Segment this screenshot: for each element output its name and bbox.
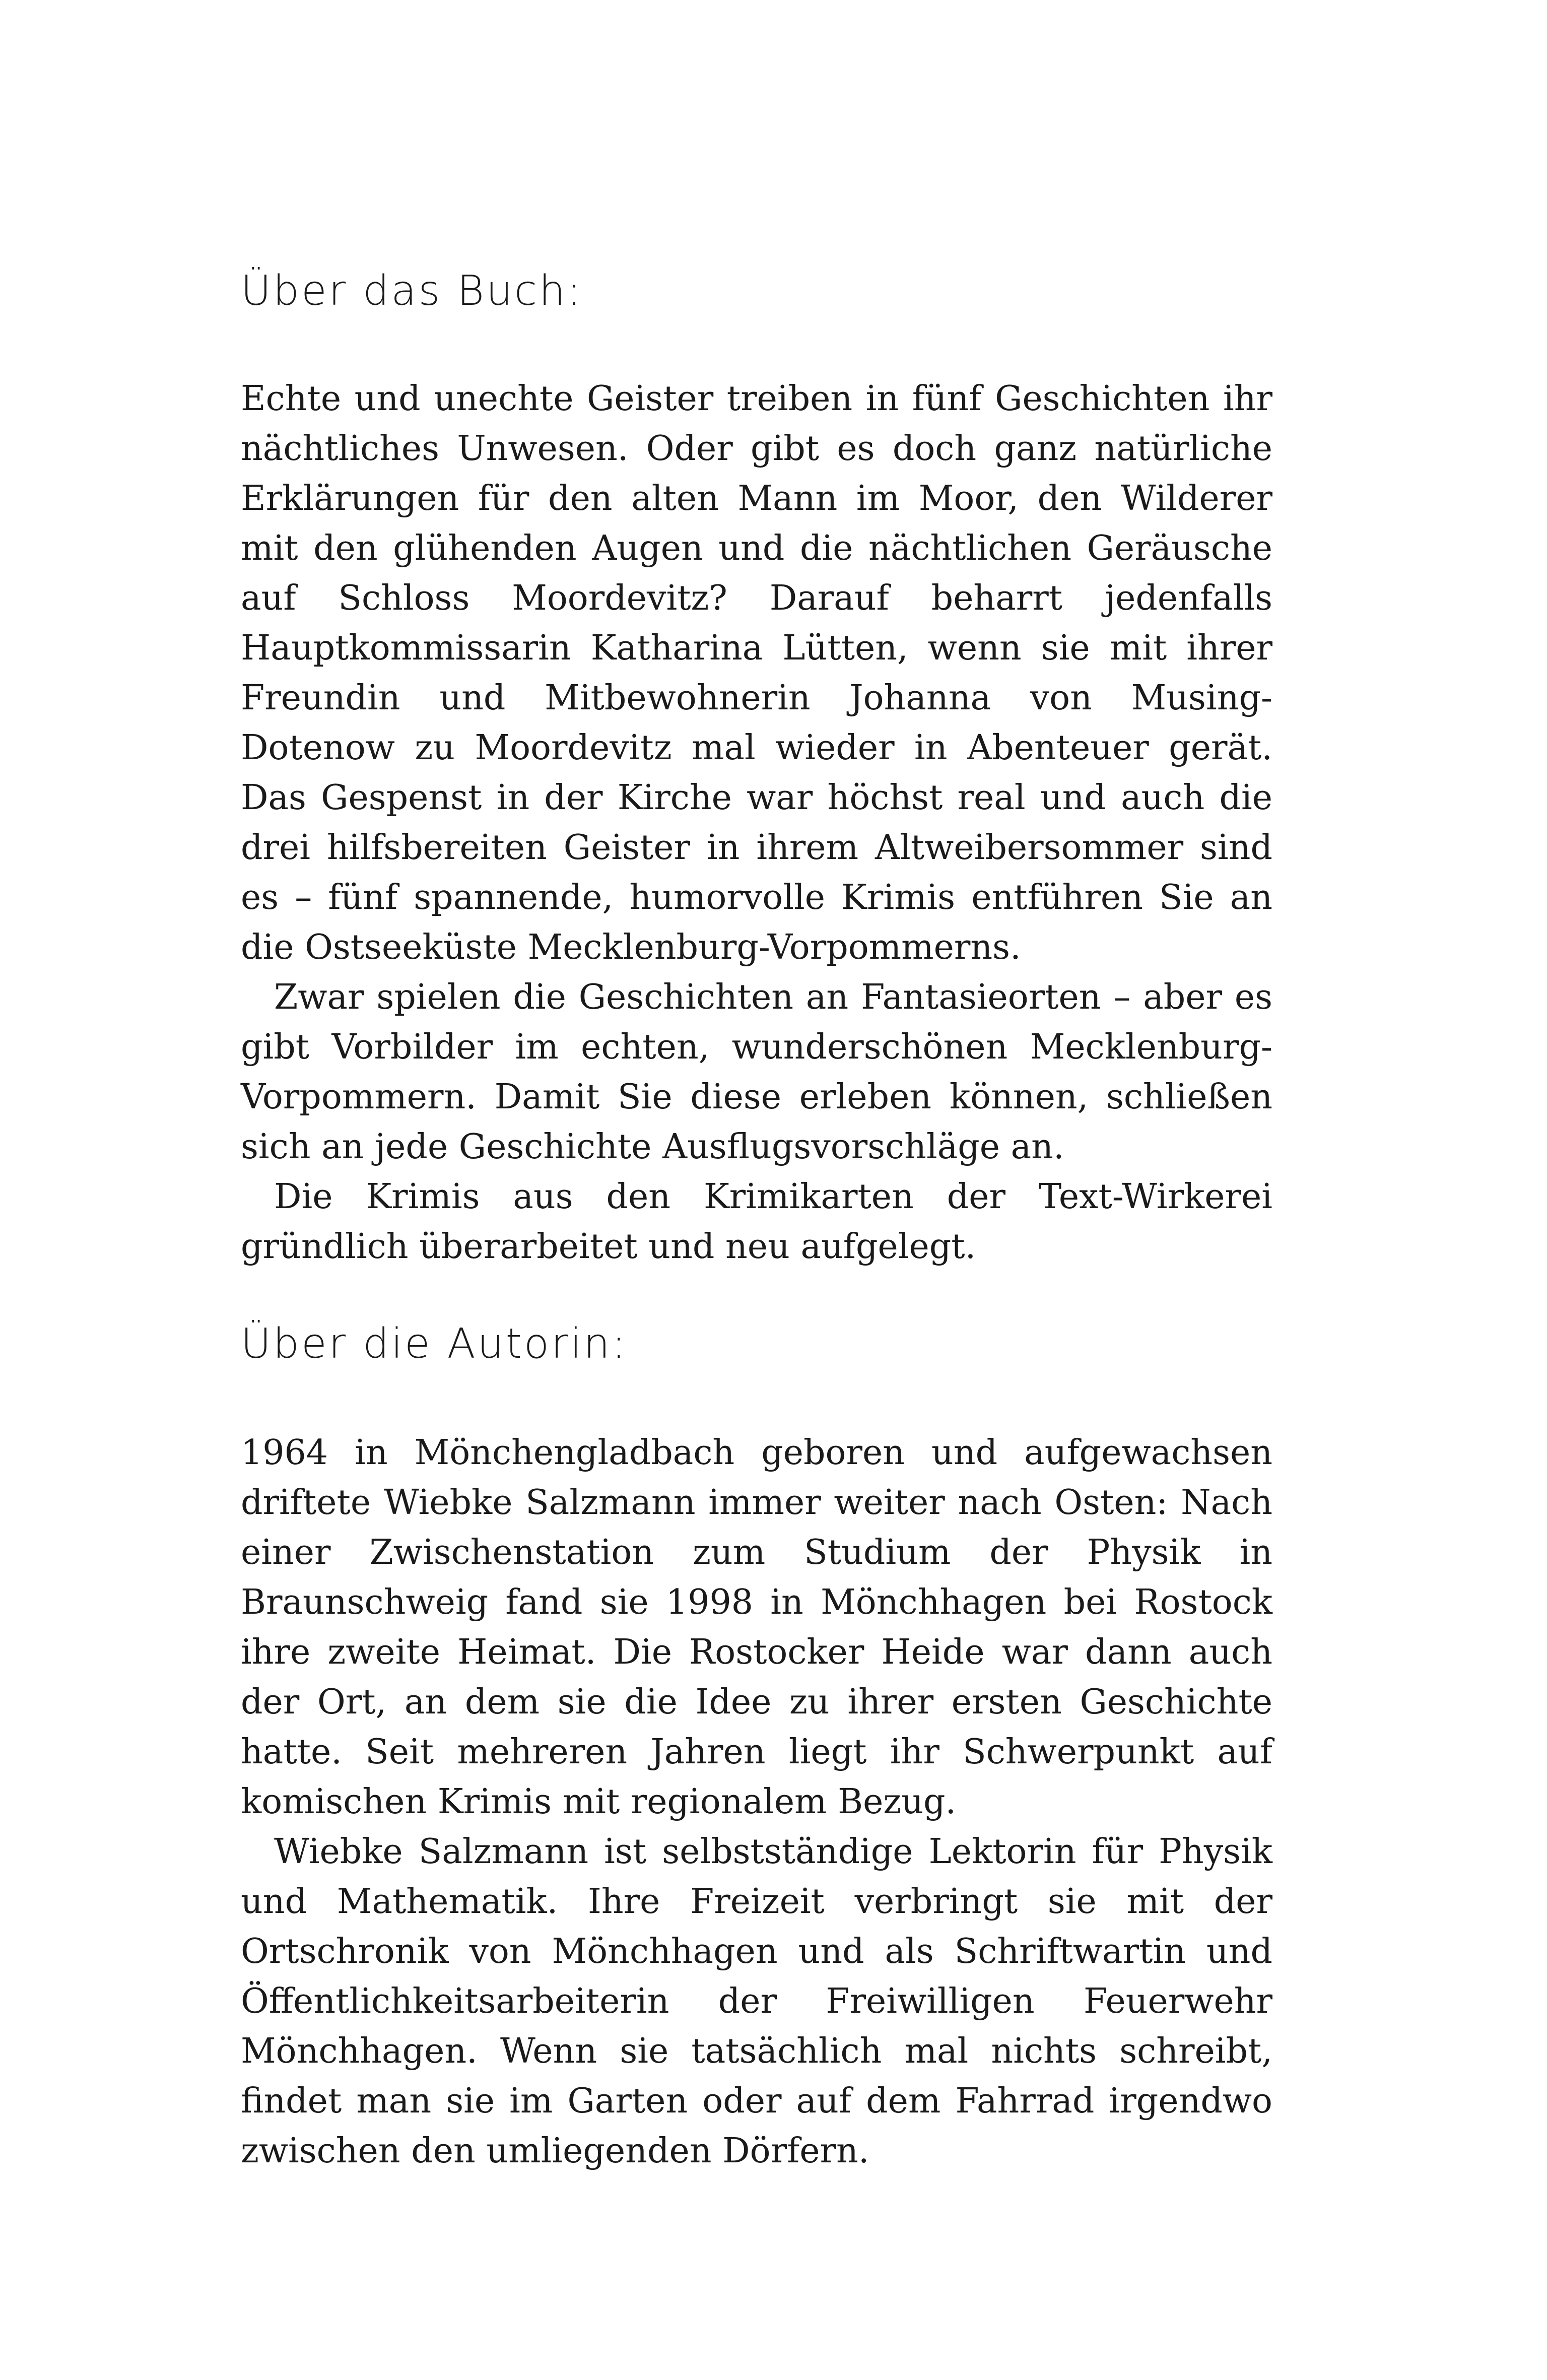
about-book-section <box>241 374 1272 1272</box>
about-book-paragraph-1: Echte und unechte Geister treiben in fünf Geschichten ihr nächtliches Unwesen. Oder gibt es doch ganz natürliche Erklärungen für den alten Mann im Moor, den Wilderer mit den glühenden Augen und die nächtlichen Geräusche auf Schloss Moordevitz? Darauf beharrt jedenfalls Hauptkommissarin Katharina Lütten, wenn sie mit ihrer Freundin und Mitbewohnerin Johanna von Musing-Dotenow zu Moordevitz mal wieder in Abenteuer gerät. Das Gespenst in der Kirche war höchst real und auch die drei hilfsbereiten Geister in ihrem Altweibersommer sind es – fünf spannende, humorvolle Krimis entführen Sie an die Ostseeküste Mecklenburg-Vorpommerns. <box>241 379 1272 967</box>
about-author-paragraph-1: 1964 in Mönchengladbach geboren und aufgewachsen driftete Wiebke Salzmann immer weiter nach Osten: Nach einer Zwischenstation zum Studium der Physik in Braunschweig fand sie 1998 in Mönchhagen bei Rostock ihre zweite Heimat. Die Rostocker Heide war dann auch der Ort, an dem sie die Idee zu ihrer ersten Geschichte hatte. Seit mehreren Jahren liegt ihr Schwerpunkt auf komischen Krimis mit regionalem Bezug. <box>241 1433 1272 1822</box>
about-author-section <box>241 1428 1272 2176</box>
about-author-paragraph-2: Wiebke Salzmann ist selbstständige Lektorin für Physik und Mathematik. Ihre Freizeit verbringt sie mit der Ortschronik von Mönchhagen und als Schriftwartin und Öffentlichkeitsarbeiterin der Freiwilligen Feuerwehr Mönchhagen. Wenn sie tatsächlich mal nichts schreibt, findet man sie im Garten oder auf dem Fahrrad irgendwo zwischen den umliegenden Dörfern. <box>241 1832 1272 2171</box>
about-book-heading: Über das Buch: <box>241 267 583 315</box>
about-book-paragraph-3: Die Krimis aus den Krimikarten der Text-Wirkerei gründlich überarbeitet und neu aufgelegt. <box>241 1177 1272 1267</box>
about-book-paragraph-2: Zwar spielen die Geschichten an Fantasieorten – aber es gibt Vorbilder im echten, wunderschönen Mecklenburg-Vorpommern. Damit Sie diese erleben können, schließen sich an jede Geschichte Ausflugsvorschläge an. <box>241 977 1272 1167</box>
about-author-heading: Über die Autorin: <box>241 1320 628 1368</box>
